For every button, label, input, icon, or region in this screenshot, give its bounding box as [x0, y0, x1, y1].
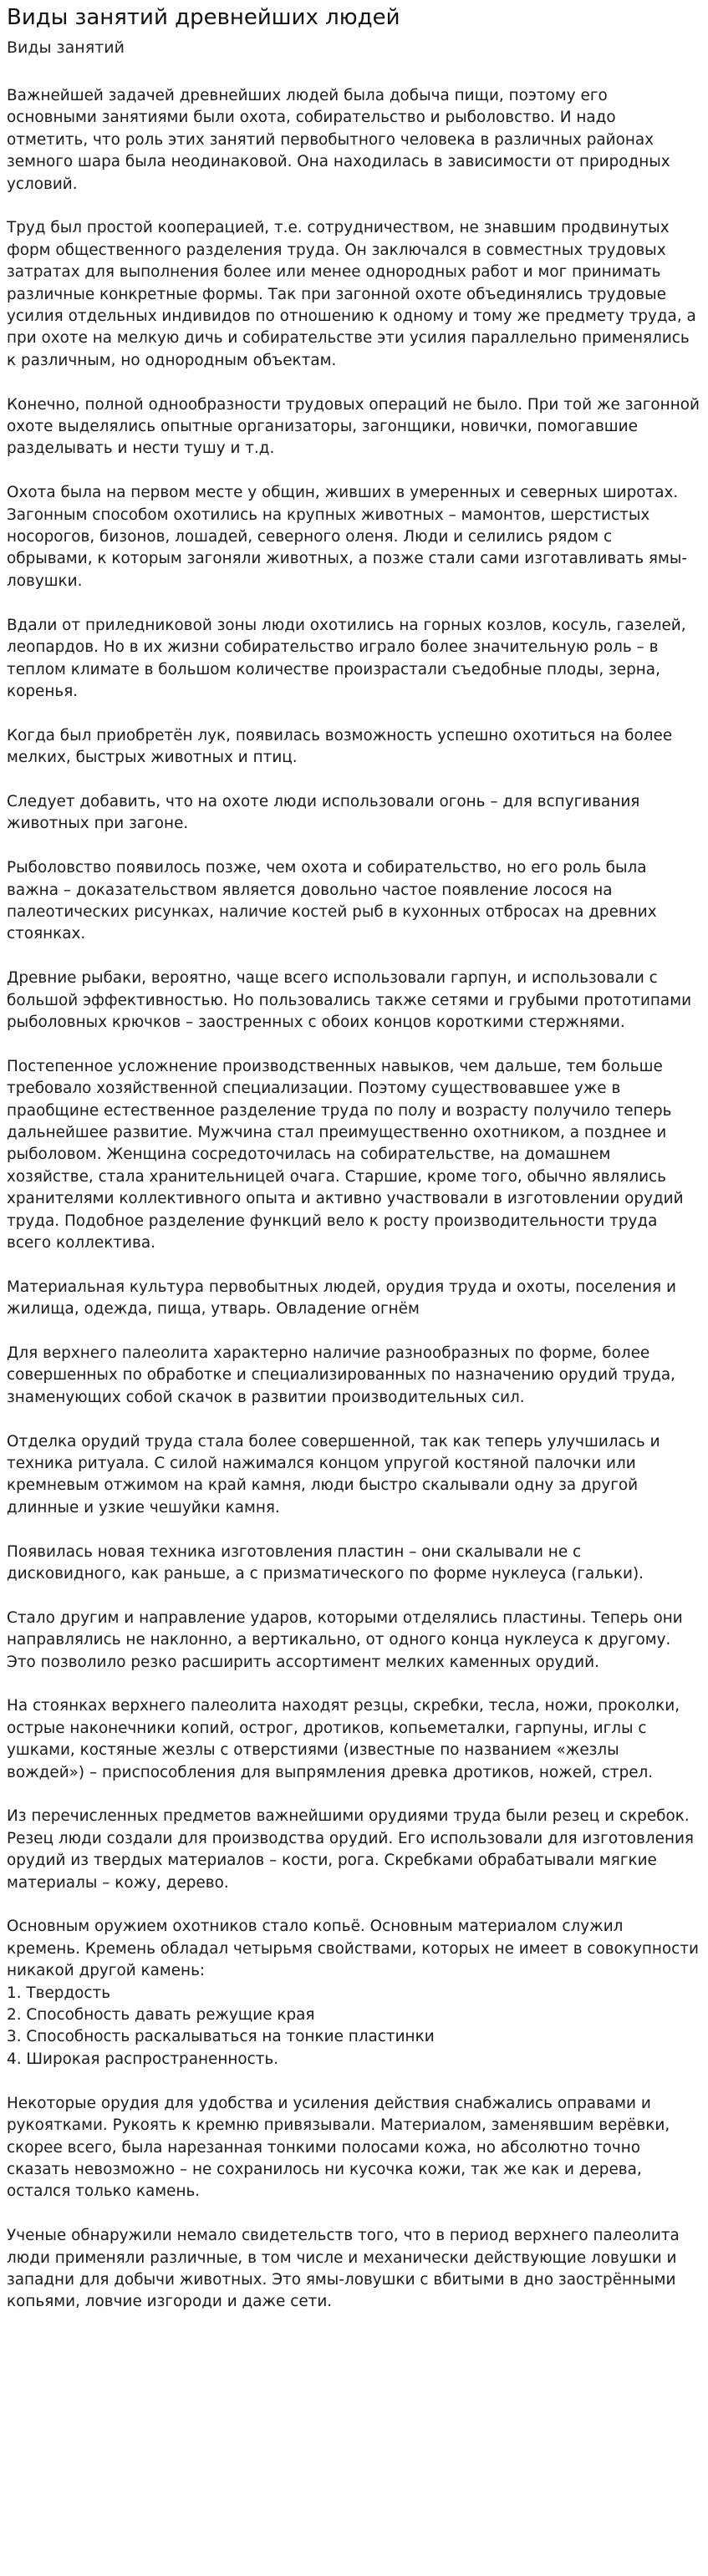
paragraph: Труд был простой кооперацией, т.е. сотрудничеством, не знавшим продвинутых форм общественного разделения труда. Он заключался в совместных трудовых затратах для выполнения более или менее однородных работ и мог принимать различные конкретные формы. Так при загонной охоте объединялись трудовые усилия отдельных индивидов по отношению к одному и тому же предмету труда, а при охоте на мелкую дичь и собирательстве эти усилия параллельно применялись к различным, но однородным объектам. [7, 219, 696, 369]
paragraph: Ученые обнаружили немало свидетельств того, что в период верхнего палеолита люди применяли различные, в том числе и механически действующие ловушки и западни для добычи животных. Это ямы-ловушки с вбитыми в дно заострёнными копьями, ловчие изгороди и даже сети. [7, 2227, 680, 2311]
paragraph: Рыболовство появилось позже, чем охота и собирательство, но его роль была важна – доказательством является довольно частое появление лосося на палеотических рисунках, наличие костей рыб в кухонных отбросах на древних стоянках. [7, 859, 657, 943]
paragraph: Охота была на первом месте у общин, живших в умеренных и северных широтах. Загонным способом охотились на крупных животных – мамонтов, шерстистых носорогов, бизонов, лошадей, северного оленя. Люди и селились рядом с обрывами, к которым загоняли животных, а позже стали сами изготавливать ямы-ловушки. [7, 484, 688, 590]
paragraph: Важнейшей задачей древнейших людей была добыча пищи, поэтому его основными занятиями были охота, собирательство и рыболовство. И надо отметить, что роль этих занятий первобытного человека в различных районах земного шара была неодинаковой. Она находилась в зависимости от природных условий. [7, 87, 670, 193]
section-subtitle: Виды занятий [7, 38, 125, 57]
paragraph: Древние рыбаки, вероятно, чаще всего использовали гарпун, и использовали с большой эффективностью. Но пользовались также сетями и грубыми прототипами рыболовных крючков – заостренных с обоих концов короткими стержнями. [7, 969, 692, 1031]
paragraph: Из перечисленных предметов важнейшими орудиями труда были резец и скребок. Резец люди создали для производства орудий. Его использовали для изготовления орудий из твердых материалов – кости, рога. Скребками обрабатывали мягкие материалы – кожу, дерево. [7, 1807, 694, 1892]
paragraph: Стало другим и направление ударов, которыми отделялись пластины. Теперь они направлялись не наклонно, а вертикально, от одного конца нуклеуса к другому. Это позволило резко расширить ассортимент мелких каменных орудий. [7, 1608, 683, 1671]
paragraph: Отделка орудий труда стала более совершенной, так как теперь улучшилась и техника ритуала. С силой нажимался концом упругой костяной палочки или кремневым отжимом на край камня, люди быстро скалывали одну за другой длинные и узкие чешуйки камня. [7, 1432, 660, 1517]
paragraph: Когда был приобретён лук, появилась возможность успешно охотиться на более мелких, быстрых животных и птиц. [7, 726, 673, 767]
paragraph: На стоянках верхнего палеолита находят резцы, скребки, тесла, ножи, проколки, острые наконечники копий, острог, дротиков, копьеметалки, гарпуны, иглы с ушками, костяные жезлы с отверстиями (известные по названием «жезлы вождей») – приспособления для выпрямления древка дротиков, ножей, стрел. [7, 1697, 680, 1781]
page-title: Виды занятий древнейших людей [7, 5, 400, 30]
paragraph: Для верхнего палеолита характерно наличие разнообразных по форме, более совершенных по обработке и специализированных по назначению орудий труда, знаменующих собой скачок в развитии производительных сил. [7, 1344, 675, 1406]
article-body [7, 85, 700, 2314]
paragraph: Следует добавить, что на охоте люди использовали огонь – для вспугивания животных при загоне. [7, 792, 640, 833]
paragraph: Появилась новая техника изготовления пластин – они скалывали не с дисковидного, как раньше, а с призматического по форме нуклеуса (гальки). [7, 1542, 644, 1583]
paragraph: Вдали от приледниковой зоны люди охотились на горных козлов, косуль, газелей, леопардов. Но в их жизни собирательство играло более значительную роль – в теплом климате в большом количестве произрастали съедобные плоды, зерна, коренья. [7, 616, 686, 700]
paragraph: Конечно, полной однообразности трудовых операций не было. При той же загонной охоте выделялись опытные организаторы, загонщики, новички, помогавшие разделывать и нести тушу и т.д. [7, 395, 700, 458]
paragraph: Некоторые орудия для удобства и усиления действия снабжались оправами и рукоятками. Рукоять к кремню привязывали. Материалом, заменявшим верёвки, скорее всего, была нарезанная тонкими полосами кожа, но абсолютно точно сказать невозможно – не сохранилось ни кусочка кожи, так же как и дерева, остался только камень. [7, 2094, 670, 2201]
paragraph: Материальная культура первобытных людей, орудия труда и охоты, поселения и жилища, одежда, пища, утварь. Овладение огнём [7, 1278, 676, 1318]
paragraph-with-list: Основным оружием охотников стало копьё. Основным материалом служил кремень. Кремень обладал четырьмя свойствами, которых не имеет в совокупности никакой другой камень: 1. Твердость 2. Способность давать режущие края 3. Способность раскалываться на тонкие пластинки 4. Широкая распространенность. [7, 1918, 699, 2068]
paragraph: Постепенное усложнение производственных навыков, чем дальше, тем больше требовало хозяйственной специализации. Поэтому существовавшее уже в праобщине естественное разделение труда по полу и возрасту получило теперь дальнейшее развитие. Мужчина стал преимущественно охотником, а позднее и рыболовом. Женщина сосредоточилась на собирательстве, на домашнем хозяйстве, стала хранительницей очага. Старшие, кроме того, обычно являлись хранителями коллективного опыта и активно участвовали в изготовлении орудий труда. Подобное разделение функций вело к росту производительности труда всего коллектива. [7, 1057, 684, 1252]
